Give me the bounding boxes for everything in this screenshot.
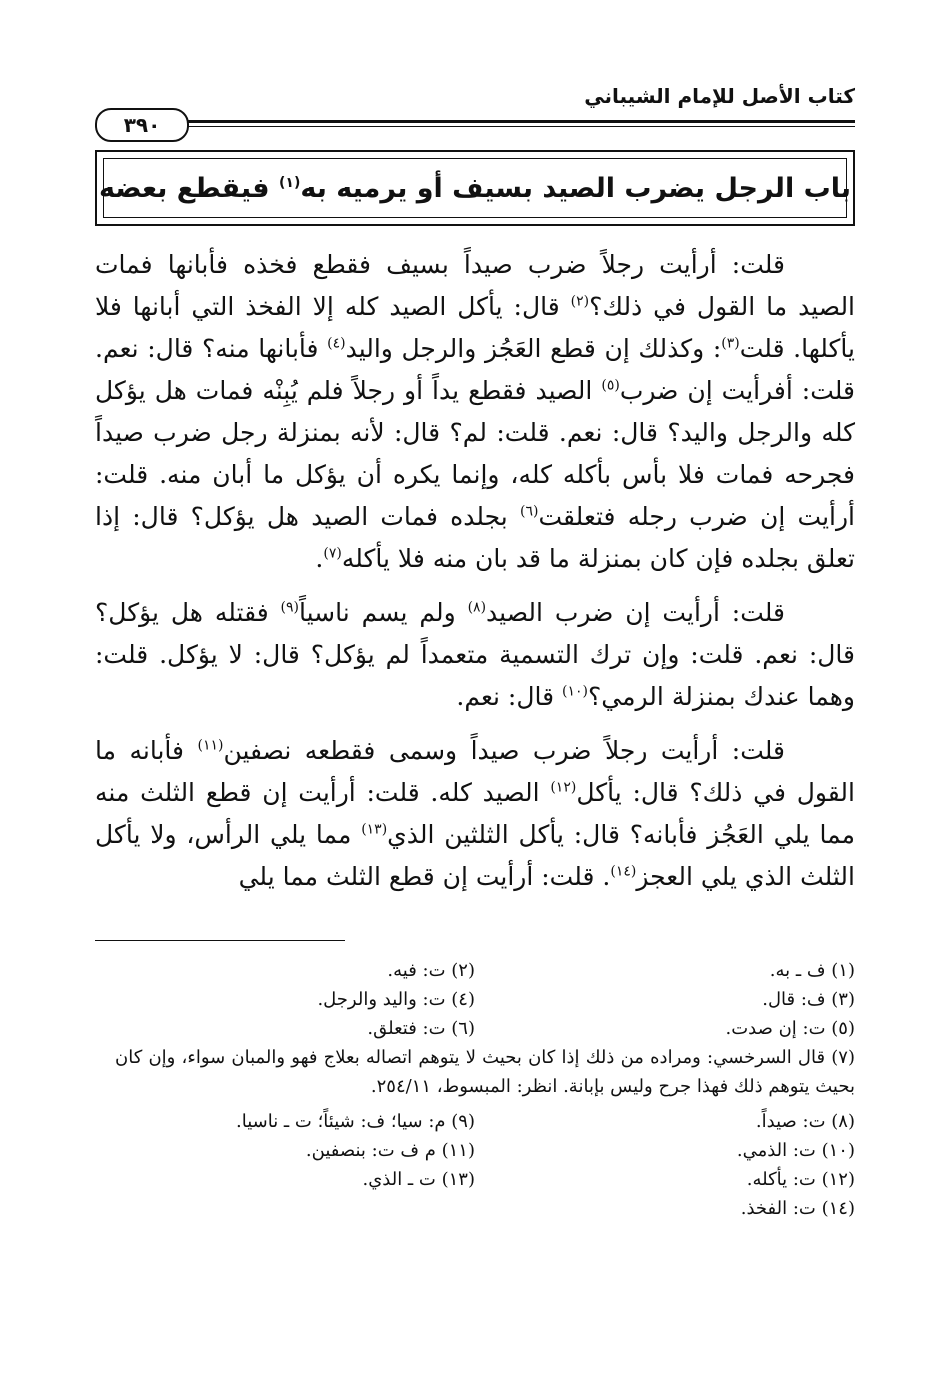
- footnote-9: (٩) م: سيا؛ ف: شيئاً؛ ت ـ ناسيا.: [235, 1111, 475, 1132]
- chapter-title-end: فيقطع بعضه: [98, 172, 280, 204]
- footnote-1: (١) ف ـ به.: [769, 960, 855, 981]
- page-number-text: ٣٩٠: [123, 113, 161, 137]
- text-run: قلت: أرأيت رجلاً ضرب صيداً بسيف فقطع فخذه فأبانها فمات الصيد ما القول في ذلك؟: [95, 250, 856, 321]
- running-title: كتاب الأصل للإمام الشيباني: [584, 84, 855, 108]
- footnote-ref[interactable]: (١٤): [610, 863, 637, 880]
- footnote-ref[interactable]: (٧): [323, 545, 342, 562]
- footnote-3: (٣) ف: قال.: [762, 989, 855, 1010]
- footnote-6: (٦) ت: فتعلق.: [367, 1018, 475, 1039]
- footnote-4: (٤) ت: واليد والرجل.: [317, 989, 475, 1010]
- footnote-row: [95, 1014, 855, 1043]
- footnote-8: (٨) ت: صيداً.: [755, 1111, 855, 1132]
- text-run: فقتله هل يؤكل؟ قال: نعم. قلت: وإن ترك التسمية متعمداً لم يؤكل؟ قال: لا يؤكل. قلت: وهما عندك بمنزلة الرمي؟: [95, 598, 855, 711]
- text-run: مما يلي الرأس، ولا يأكل الثلث الذي يلي العجز: [95, 820, 855, 891]
- footnote-ref[interactable]: (١١): [197, 737, 224, 754]
- paragraph-3: [95, 730, 855, 898]
- footnote-ref[interactable]: (١): [279, 174, 301, 191]
- footnote-ref[interactable]: (٣): [721, 335, 740, 352]
- footnote-7: (٧) قال السرخسي: ومراده من ذلك إذا كان بحيث لا يتوهم اتصاله بعلاج فهو والمبان سواء، وإن كان بحيث يتوهم ذلك فهذا جرح وليس بإبانة. انظر: المبسوط، ٢٥٤/١١.: [115, 1047, 855, 1097]
- book-page: [95, 0, 855, 1394]
- footnote-13: (١٣) ت ـ الذي.: [362, 1169, 475, 1190]
- header-rule-thin: [185, 126, 855, 127]
- footnote-ref[interactable]: (٨): [467, 599, 487, 616]
- footnote-row: [95, 1194, 855, 1223]
- footnote-row: [95, 1165, 855, 1194]
- footnotes: [95, 956, 855, 1223]
- footnote-2: (٢) ت: فيه.: [387, 960, 475, 981]
- footnote-ref[interactable]: (٩): [280, 599, 300, 616]
- footnote-ref[interactable]: (١٠): [562, 683, 589, 700]
- footnote-12: (١٢) ت: يأكله.: [746, 1169, 855, 1190]
- paragraph-2: [95, 592, 855, 718]
- text-run: .: [315, 544, 324, 573]
- chapter-title-frame: [95, 150, 855, 226]
- footnote-11: (١١) م ف ت: بنصفين.: [305, 1140, 475, 1161]
- page-number: [95, 108, 189, 142]
- text-run: قلت: أرأيت إن ضرب الصيد: [486, 598, 785, 627]
- text-run: فأبانه ما القول في ذلك؟ قال: يأكل: [95, 736, 855, 807]
- header-rule: [185, 120, 855, 123]
- footnote-row: [95, 1136, 855, 1165]
- footnote-separator: [95, 940, 345, 941]
- text-run: ولم يسم ناسياً: [299, 598, 468, 627]
- chapter-title: [98, 172, 852, 204]
- footnote-row: [95, 1107, 855, 1136]
- footnote-ref[interactable]: (٦): [520, 503, 539, 520]
- text-run: قال: نعم.: [456, 682, 563, 711]
- footnote-14: (١٤) ت: الفخذ.: [740, 1198, 855, 1219]
- footnote-10: (١٠) ت: الذمي.: [736, 1140, 855, 1161]
- text-run: فأبانها منه؟ قال: نعم. قلت: أفرأيت إن ضرب: [95, 334, 855, 405]
- footnote-row: [95, 956, 855, 985]
- footnote-ref[interactable]: (٤): [327, 335, 346, 352]
- text-run: الصيد فقطع يداً أو رجلاً فلم يُبِنْه فمات هل يؤكل كله والرجل واليد؟ قال: نعم. قلت: لم؟ قال: لأنه بمنزلة رجل ضرب صيداً فجرحه فمات فلا بأس بأكله كله، وإنما يكره أن يؤكل ما أبان منه. قلت: أرأيت إن ضرب رجله فتعلقت: [95, 376, 855, 531]
- chapter-title-inner-frame: [98, 158, 852, 218]
- footnote-ref[interactable]: (٥): [601, 377, 620, 394]
- text-run: قال: يأكل الصيد كله إلا الفخذ التي أبانها فلا يأكلها. قلت: [95, 292, 855, 363]
- paragraph-1: [95, 244, 855, 580]
- text-run: : وكذلك إن قطع العَجُز والرجل واليد: [345, 334, 722, 363]
- footnote-ref[interactable]: (٢): [570, 293, 590, 310]
- footnote-row: [95, 985, 855, 1014]
- main-text: [95, 244, 855, 898]
- footnote-row: [95, 1043, 855, 1101]
- text-run: قلت: أرأيت رجلاً ضرب صيداً وسمى فقطعه نصفين: [223, 736, 785, 765]
- chapter-title-text: باب الرجل يضرب الصيد بسيف أو يرميه به: [300, 172, 852, 204]
- footnote-ref[interactable]: (١٣): [361, 821, 388, 838]
- footnote-5: (٥) ت: إن صدت.: [725, 1018, 855, 1039]
- text-run: . قلت: أرأيت إن قطع الثلث مما يلي: [238, 862, 611, 891]
- text-run: بجلده فمات الصيد هل يؤكل؟ قال: إذا تعلق بجلده فإن كان بمنزلة ما قد بان منه فلا يأكله: [95, 502, 855, 573]
- text-run: الصيد كله. قلت: أرأيت إن قطع الثلث منه مما يلي العَجُز فأبانه؟ قال: يأكل الثلثين الذي: [95, 778, 855, 849]
- footnote-ref[interactable]: (١٢): [550, 779, 577, 796]
